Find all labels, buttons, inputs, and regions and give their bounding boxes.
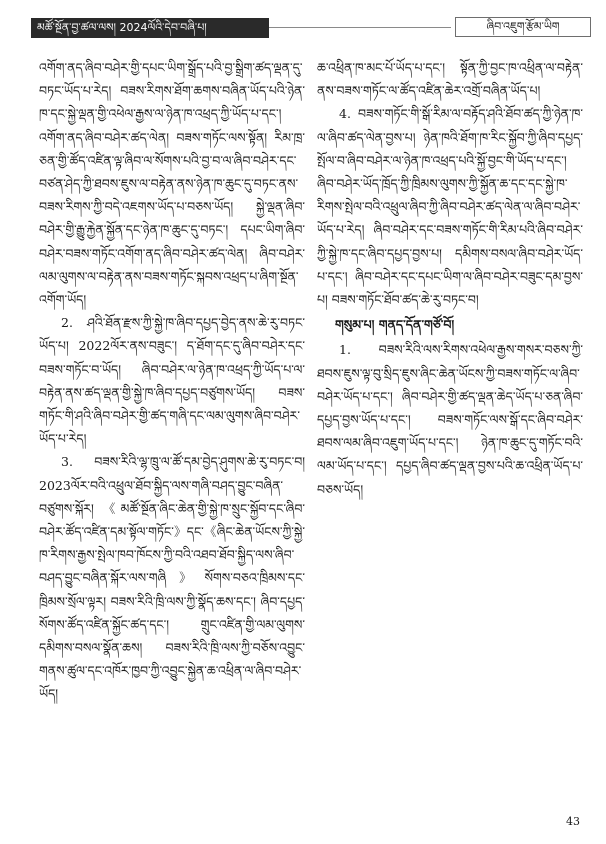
section-title-box: ཞིབ་འཇུག་རྩོམ་ཡིག [455,17,591,37]
paragraph-3-continuation: ཆ་འཕྲིན་ཁ་མང་པོ་ཡོད་པ་དང་། སྟོན་ཀྱི་བྱང་ཁ་འཕྲིན་ལ་བརྟེན་ནས་བཟས་གཏོང་ལ་ཚོད་འཛིན་ཆེར་འགྲོ་བཞིན་ཡོད་པ། [317,60,583,99]
journal-title-badge: མཚོ་སྔོན་བྱ་ཚལ་ལས། 2024ལོའི་དེབ་བཞི་པ། [31,18,269,38]
paragraph-4: 4. བཟས་གཏོང་གི་སྒོ་རིམ་ལ་བརྟོད་ཤའི་ཐོབ་ཚད་ཀྱི་ཉེན་ཁ་ལ་ཞིབ་ཚད་ལེན་བྱས་པ། ཉེན་ཁའི་ཐོག་ཁ་རིང་སྐྱོབ་ཀྱི་ཞིབ་དཔྱད་སྤོལ་བ་ཞིབ་བཤེར་ལ་ཉེན་ཁ་འཕྲད་པའི་སྐྱོ་བྱང་གི་ཡོད་པ་དང་། ཞིབ་བཤེར་ཡོད་ཁྲོད་ཀྱི་ཁྲིམས་ལུགས་ཀྱི་སྐྱོན་ཆ་དང་དང་སྐྱེ་ཁ་རིགས་སྤེལ་བའི་འཕྲུལ་ཞིབ་ཀྱི་ཞིབ་བཤེར་ཚད་ལེན་ལ་ཞིབ་བཤེར་ཡོད་པ་རེད། ཞིབ་བཤེར་དང་བཟས་གཏོང་གི་རིམ་པའི་ཞིབ་བཤེར་ཀྱི་སྐྱེ་ཁ་དང་ཞིབ་དཔྱད་བྱས་པ། དམིགས་བསལ་ཞིབ་བཤེར་ཡོད་པ་དང་། ཞིབ་བཤེར་དང་དཔང་ཡིག་ལ་ཞིབ་བཤེར་བཟུང་དམ་བྱས་པ། བཟས་གཏོང་ཐོབ་ཚད་ཆེ་རུ་བཏང་བ། [317,106,583,308]
section-heading: གསུམ་པ། གནད་དོན་གཙོ་བོ། [335,317,455,333]
paragraph-5: 1. བཟས་རིའི་ལས་རིགས་འཕེལ་རྒྱས་གསར་བཅས་ཀྱི་ཐབས་ཇུས་ལྟ་བུ་སྲིད་ཇུས་ཞིང་ཆེན་ཡོངས་ཀྱི་བཟས་གཏོང་ལ་ཞིབ་བཤེར་ཡོད་པ་དང་། ཞིབ་བཤེར་གྱི་ཚད་ལྡན་ཆེད་ཡོད་པ་ཅན་ཞིབ་དཔྱད་བྱས་ཡོད་པ་དང་། བཟས་གཏོང་ལས་སྒོ་དང་ཞིབ་བཤེར་ཐབས་ལམ་ཞིབ་འཇུག་ཡོད་པ་དང་། ཉེན་ཁ་ཆུང་དུ་གཏོང་བའི་ལམ་ཡོད་པ་དང་། དཔྱད་ཞིབ་ཚད་ལྡན་བྱས་པའི་ཆ་འཕྲིན་ཡོད་པ་བཅས་ཡོད། [317,342,583,497]
paragraph-3: 3. བཟས་རིའི་ལྷ་ཁྲུ་ལ་ཚོ་དམ་བྱེད་ཤུགས་ཆེ་རུ་བཏང་བ། 2023ལོར་བའི་འཕྲུལ་ཐོབ་སྐྱིད་ལས་གཞི་བཤད་བྱུང་བཞིན་བཙུགས་སྐོར། 《མཚོ་སྔོན་ཞིང་ཆེན་གྱི་སྐྱེ་ཁ་སྲུང་སྐྱོབ་དང་ཞིབ་བཤེར་ཚོད་འཛིན་དམ་སྟོལ་གཏོང་》དང་《ཞིང་ཆེན་ཡོངས་ཀྱི་སྐྱེ་ཁ་རིགས་རྒྱས་སྤེལ་ཁབ་ཁོངས་ཀྱི་བའི་འཐབ་ཐོབ་སྐྱིད་ལས་ཞིབ་བཤད་བྱུང་བཞིན་སྐོར་ལས་གཞི》སོགས་བཅའ་ཁྲིམས་དང་ཁྲིམས་སྲོལ་ལྟར། བཟས་རིའི་ཁྲི་ལས་ཀྱི་སྣོད་ཆས་དང་། ཞིབ་དཔྱད་སོགས་ཚོད་འཛིན་སྐྱོང་ཚད་དང་། གྲུང་འཛིན་གྱི་ལམ་ལུགས་དམིགས་བསལ་སྣོན་ཆས། བཟས་རིའི་ཁྲི་ལས་ཀྱི་བཅོས་འབྱུང་གནས་ཚུལ་དང་འཁོར་ཁྱབ་ཀྱི་འབྱུང་སྐྱེན་ཆ་འཕྲིན་ལ་ཞིབ་བཤེར་ཡོད། [39,454,305,702]
right-column [317,56,583,501]
running-header [31,16,591,42]
left-column [39,56,305,706]
header-rule [269,27,451,28]
page-number: 43 [566,815,580,828]
paragraph-1-continuation: འགོག་ནད་ཞིབ་བཤེར་གྱི་དཔང་ཡིག་སྒྲོད་པའི་བྱ་སྒྲིག་ཚད་ལྡན་དུ་བཏང་ཡོད་པ་རེད། བཟས་རིགས་ཐོག་ཆགས་བཞིན་ཡོད་པའི་ཉེན་ཁ་དང་སྐྱེ་ལྡན་གྱི་འཕེལ་རྒྱས་ལ་ཉེན་ཁ་འཕྲད་ཀྱི་ཡོད་པ་དང་། འགོག་ནད་ཞིབ་བཤེར་ཚད་ལེན། བཟས་གཏོང་ལས་སྟོན། རིམ་ཁྲ་ཅན་གྱི་ཚོད་འཛིན་ལྟ་ཞིབ་ལ་སོགས་པའི་བྱ་བ་ལ་ཞིབ་བཤེར་དང་བཙན་ཤེད་ཀྱི་ཐབས་ཇུས་ལ་བརྟེན་ནས་ཉེན་ཁ་ཆུང་དུ་བཏང་ནས་བཟས་རིགས་ཀྱི་བདེ་འཇགས་ཡོད་པ་བཅས་ཡོད། སྐྱེ་ལྡན་ཞིབ་བཤེར་གྱི་རྒྱུ་རྐྱེན་སྐྱོན་དང་ཉེན་ཁ་ཆུང་དུ་བཏང་། དཔང་ཡིག་ཞིབ་བཤེར་བཟས་གཏོང་འགོག་ནད་ཞིབ་བཤེར་ཚད་ལེན། ཞིབ་བཤེར་ལམ་ལུགས་ལ་བརྟེན་ནས་བཟས་གཏོང་སྐབས་འཕྲད་པ་ཞིག་སྔོན་འགོག་ཡོད། [39,60,305,308]
paragraph-2: 2. ཤའི་ཐོན་རྫས་ཀྱི་སྐྱེ་ཁ་ཞིབ་དཔྱད་བྱེད་ནས་ཆེ་རུ་བཏང་ཡོད་པ། 2022ལོར་ནས་བཟུང་། ད་ཐོག་དང་དུ་ཞིབ་བཤེར་དང་བཟས་གཏོང་བ་ཡོད། ཞིབ་བཤེར་ལ་ཉེན་ཁ་འཕྲད་ཀྱི་ཡོད་པ་ལ་བརྟེན་ནས་ཚད་ལྡན་གྱི་སྐྱེ་ཁ་ཞིབ་དཔྱད་བཙུགས་ཡོད། བཟས་གཏོང་གི་ཤའི་ཞིབ་བཤེར་གྱི་ཚད་གཞི་དང་ལམ་ལུགས་ཞིབ་བཤེར་ཡོད་པ་རེད། [39,315,305,447]
